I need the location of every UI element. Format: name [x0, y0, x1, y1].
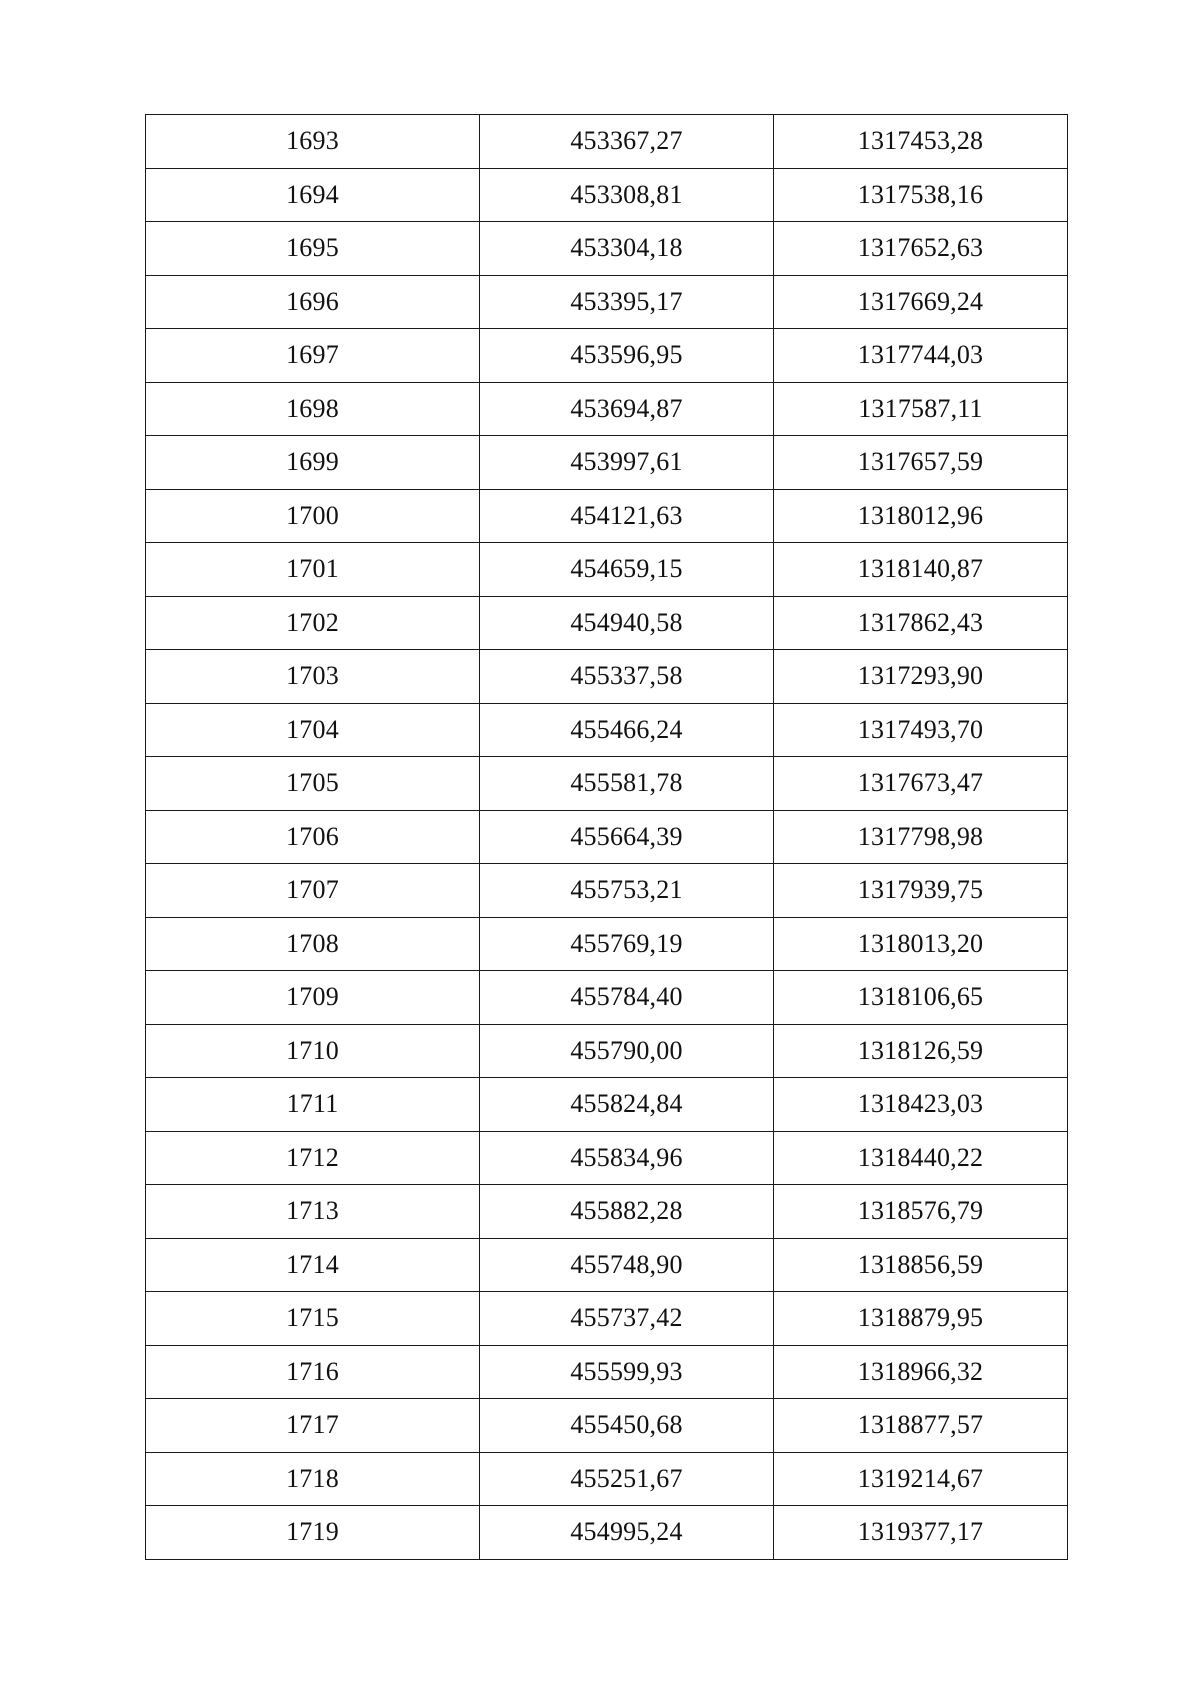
table-row: [146, 650, 1068, 704]
x-coordinate-cell: 455737,42: [480, 1292, 774, 1346]
y-coordinate-cell: 1318106,65: [774, 971, 1068, 1025]
table-row: [146, 1506, 1068, 1560]
table-row: [146, 115, 1068, 169]
coordinates-table-body: [146, 115, 1068, 1560]
x-coordinate-cell: 454940,58: [480, 596, 774, 650]
point-number-cell: 1702: [146, 596, 480, 650]
x-coordinate-cell: 454121,63: [480, 489, 774, 543]
point-number-cell: 1719: [146, 1506, 480, 1560]
point-number-cell: 1715: [146, 1292, 480, 1346]
y-coordinate-cell: 1319377,17: [774, 1506, 1068, 1560]
y-coordinate-cell: 1318879,95: [774, 1292, 1068, 1346]
point-number-cell: 1699: [146, 436, 480, 490]
y-coordinate-cell: 1317673,47: [774, 757, 1068, 811]
y-coordinate-cell: 1317657,59: [774, 436, 1068, 490]
y-coordinate-cell: 1317587,11: [774, 382, 1068, 436]
x-coordinate-cell: 455251,67: [480, 1452, 774, 1506]
x-coordinate-cell: 455748,90: [480, 1238, 774, 1292]
table-row: [146, 329, 1068, 383]
point-number-cell: 1709: [146, 971, 480, 1025]
x-coordinate-cell: 455581,78: [480, 757, 774, 811]
point-number-cell: 1711: [146, 1078, 480, 1132]
x-coordinate-cell: 455834,96: [480, 1131, 774, 1185]
point-number-cell: 1712: [146, 1131, 480, 1185]
point-number-cell: 1710: [146, 1024, 480, 1078]
y-coordinate-cell: 1318440,22: [774, 1131, 1068, 1185]
table-row: [146, 489, 1068, 543]
x-coordinate-cell: 453395,17: [480, 275, 774, 329]
table-row: [146, 757, 1068, 811]
point-number-cell: 1695: [146, 222, 480, 276]
point-number-cell: 1714: [146, 1238, 480, 1292]
point-number-cell: 1701: [146, 543, 480, 597]
table-row: [146, 1078, 1068, 1132]
point-number-cell: 1706: [146, 810, 480, 864]
table-row: [146, 543, 1068, 597]
x-coordinate-cell: 455466,24: [480, 703, 774, 757]
x-coordinate-cell: 453308,81: [480, 168, 774, 222]
y-coordinate-cell: 1317744,03: [774, 329, 1068, 383]
point-number-cell: 1694: [146, 168, 480, 222]
table-row: [146, 864, 1068, 918]
point-number-cell: 1708: [146, 917, 480, 971]
y-coordinate-cell: 1317862,43: [774, 596, 1068, 650]
table-row: [146, 1185, 1068, 1239]
table-row: [146, 275, 1068, 329]
y-coordinate-cell: 1317538,16: [774, 168, 1068, 222]
x-coordinate-cell: 454995,24: [480, 1506, 774, 1560]
point-number-cell: 1700: [146, 489, 480, 543]
y-coordinate-cell: 1318012,96: [774, 489, 1068, 543]
table-row: [146, 436, 1068, 490]
point-number-cell: 1703: [146, 650, 480, 704]
x-coordinate-cell: 453694,87: [480, 382, 774, 436]
y-coordinate-cell: 1318576,79: [774, 1185, 1068, 1239]
point-number-cell: 1707: [146, 864, 480, 918]
point-number-cell: 1717: [146, 1399, 480, 1453]
y-coordinate-cell: 1317939,75: [774, 864, 1068, 918]
x-coordinate-cell: 454659,15: [480, 543, 774, 597]
x-coordinate-cell: 455664,39: [480, 810, 774, 864]
y-coordinate-cell: 1318856,59: [774, 1238, 1068, 1292]
table-row: [146, 971, 1068, 1025]
table-row: [146, 596, 1068, 650]
point-number-cell: 1696: [146, 275, 480, 329]
coordinates-table: [145, 114, 1068, 1560]
x-coordinate-cell: 455882,28: [480, 1185, 774, 1239]
x-coordinate-cell: 455753,21: [480, 864, 774, 918]
table-row: [146, 917, 1068, 971]
x-coordinate-cell: 453304,18: [480, 222, 774, 276]
table-row: [146, 168, 1068, 222]
table-row: [146, 1131, 1068, 1185]
y-coordinate-cell: 1317493,70: [774, 703, 1068, 757]
x-coordinate-cell: 455824,84: [480, 1078, 774, 1132]
x-coordinate-cell: 453367,27: [480, 115, 774, 169]
table-row: [146, 222, 1068, 276]
point-number-cell: 1697: [146, 329, 480, 383]
table-row: [146, 1292, 1068, 1346]
y-coordinate-cell: 1318877,57: [774, 1399, 1068, 1453]
x-coordinate-cell: 453997,61: [480, 436, 774, 490]
y-coordinate-cell: 1317293,90: [774, 650, 1068, 704]
point-number-cell: 1713: [146, 1185, 480, 1239]
point-number-cell: 1705: [146, 757, 480, 811]
y-coordinate-cell: 1317453,28: [774, 115, 1068, 169]
table-row: [146, 1238, 1068, 1292]
point-number-cell: 1704: [146, 703, 480, 757]
x-coordinate-cell: 455790,00: [480, 1024, 774, 1078]
point-number-cell: 1698: [146, 382, 480, 436]
x-coordinate-cell: 455599,93: [480, 1345, 774, 1399]
point-number-cell: 1693: [146, 115, 480, 169]
point-number-cell: 1716: [146, 1345, 480, 1399]
y-coordinate-cell: 1317652,63: [774, 222, 1068, 276]
y-coordinate-cell: 1318140,87: [774, 543, 1068, 597]
x-coordinate-cell: 455784,40: [480, 971, 774, 1025]
x-coordinate-cell: 455769,19: [480, 917, 774, 971]
table-row: [146, 1024, 1068, 1078]
table-row: [146, 1452, 1068, 1506]
point-number-cell: 1718: [146, 1452, 480, 1506]
table-row: [146, 703, 1068, 757]
x-coordinate-cell: 455450,68: [480, 1399, 774, 1453]
x-coordinate-cell: 453596,95: [480, 329, 774, 383]
y-coordinate-cell: 1318966,32: [774, 1345, 1068, 1399]
x-coordinate-cell: 455337,58: [480, 650, 774, 704]
y-coordinate-cell: 1317798,98: [774, 810, 1068, 864]
table-row: [146, 382, 1068, 436]
y-coordinate-cell: 1318423,03: [774, 1078, 1068, 1132]
y-coordinate-cell: 1319214,67: [774, 1452, 1068, 1506]
table-row: [146, 1345, 1068, 1399]
table-row: [146, 810, 1068, 864]
table-row: [146, 1399, 1068, 1453]
y-coordinate-cell: 1318013,20: [774, 917, 1068, 971]
y-coordinate-cell: 1317669,24: [774, 275, 1068, 329]
y-coordinate-cell: 1318126,59: [774, 1024, 1068, 1078]
